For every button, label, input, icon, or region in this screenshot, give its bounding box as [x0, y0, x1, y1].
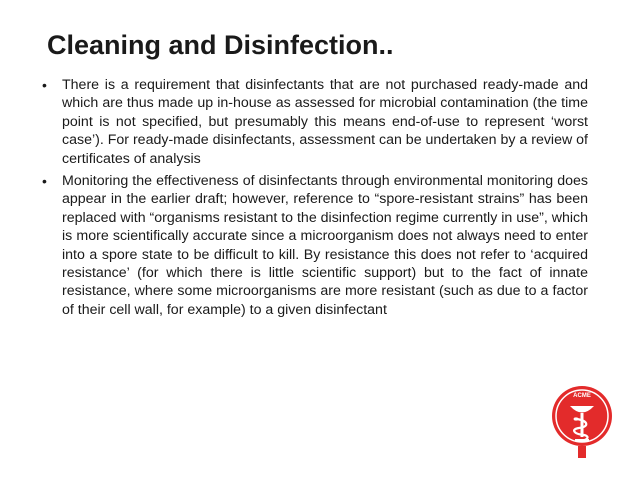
- bullet-text: There is a requirement that disinfectants that are not purchased ready-made and which are thus made up in-house as assessed for microbial contamination (the time point is not specified, but presumably this means end-of-use to represent ‘worst case’). For ready-made disinfectants, assessment can be undertaken by a review of certificates of analysis: [62, 77, 588, 167]
- bowl-base: [575, 439, 589, 442]
- bullet-list: [40, 76, 588, 323]
- bullet-text: Monitoring the effectiveness of disinfectants through environmental monitoring does appear in the earlier draft; however, reference to “spore-resistant strains” has been replaced with “organisms resistant to the disinfection regime currently in use”, which is more scientifically accurate since a microorganism does not always need to enter into a spore state to be difficult to kill. By resistance this does not refer to ‘acquired resistance’ (for which there is little scientific support) but to the fact of innate resistance, where some microorganisms are more resistant (such as due to a factor of their cell wall, for example) to a given disinfectant: [62, 173, 588, 318]
- slide-title: Cleaning and Disinfection..: [47, 30, 394, 60]
- bullet-item-disinfectant-testing: [40, 76, 588, 168]
- bullet-item-effectiveness-monitoring: [40, 172, 588, 319]
- bullet-marker: •: [42, 77, 47, 93]
- bullet-marker: •: [42, 173, 47, 190]
- pharmacy-logo-icon: [549, 373, 615, 463]
- serpent-head: [574, 417, 579, 420]
- logo-text: ACME: [573, 393, 591, 399]
- bowl-stem: [581, 413, 584, 437]
- logo-stand: [578, 446, 586, 458]
